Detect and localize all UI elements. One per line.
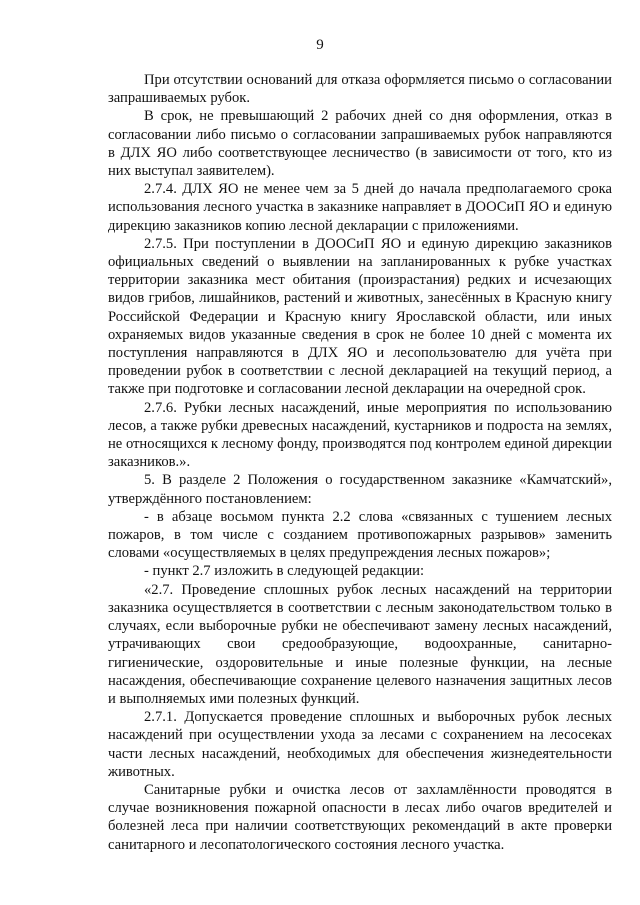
paragraph: - в абзаце восьмом пункта 2.2 слова «связанных с тушением лесных пожаров, в том числе с созданием противопожарных разрывов» заменить словами «осуществляемых в целях предупреждения лесных пожаров»; — [108, 508, 612, 562]
paragraph: В срок, не превышающий 2 рабочих дней со дня оформления, отказ в согласовании либо письмо о согласовании запрашиваемых рубок направляются в ДЛХ ЯО либо соответствующее лесничество (в зависимости от того, кто из них выступал заявителем). — [108, 108, 612, 180]
page-number: 9 — [316, 37, 324, 53]
paragraph: 2.7.4. ДЛХ ЯО не менее чем за 5 дней до начала предполагаемого срока использования лесного участка в заказнике направляет в ДООСиП ЯО и единую дирекцию заказников копию лесной декларации с приложениями. — [108, 181, 612, 234]
paragraph: 2.7.1. Допускается проведение сплошных и выборочных рубок лесных насаждений при осуществлении ухода за лесами с сохранением на лесосеках части лесных насаждений, необходимых для обеспечения жизнедеятельности животных. — [108, 709, 612, 780]
paragraph: 2.7.6. Рубки лесных насаждений, иные мероприятия по использованию лесов, а также рубки древесных насаждений, кустарников и подроста на землях, не относящихся к лесному фонду, производятся под контролем единой дирекции заказников.». — [108, 399, 612, 471]
paragraph: 2.7.5. При поступлении в ДООСиП ЯО и единую дирекцию заказников официальных сведений о выявлении на запланированных к рубке участках территории заказника мест обитания (произрастания) редких и исчезающих видов грибов, лишайников, растений и животных, занесённых в Красную книгу Российской Федерации и Красную книгу Ярославской области, или иных охраняемых видов указанные сведения в срок не более 10 дней с момента их поступления направляются в ДЛХ ЯО и лесопользователю для учёта при проведении рубок в соответствии с лесной декларацией на текущий период, а также при подготовке и согласовании лесной декларации на очередной срок. — [108, 235, 612, 398]
paragraph: - пункт 2.7 изложить в следующей редакции: — [144, 563, 425, 580]
paragraph: 5. В разделе 2 Положения о государственном заказнике «Камчатский», утверждённого постановлением: — [108, 472, 612, 507]
paragraph: «2.7. Проведение сплошных рубок лесных насаждений на территории заказника осуществляется в соответствии с лесным законодательством только в случаях, если выборочные рубки не обеспечивают замену лесных насаждений, утрачивающих свои средообразующие, водоохранные, санитарно-гигиенические, оздоровительные и иные полезные функции, на лесные насаждения, обеспечивающие сохранение целевого назначения защитных лесов и выполняемых ими полезных функций. — [108, 581, 612, 707]
document-body — [108, 71, 612, 854]
paragraph: При отсутствии оснований для отказа оформляется письмо о согласовании запрашиваемых рубок. — [108, 72, 612, 107]
paragraph: Санитарные рубки и очистка лесов от захламлённости проводятся в случае возникновения пожарной опасности в лесах либо очагов вредителей и болезней леса при наличии соответствующих рекомендаций в акте проверки санитарного и лесопатологического состояния лесного участка. — [108, 781, 612, 853]
